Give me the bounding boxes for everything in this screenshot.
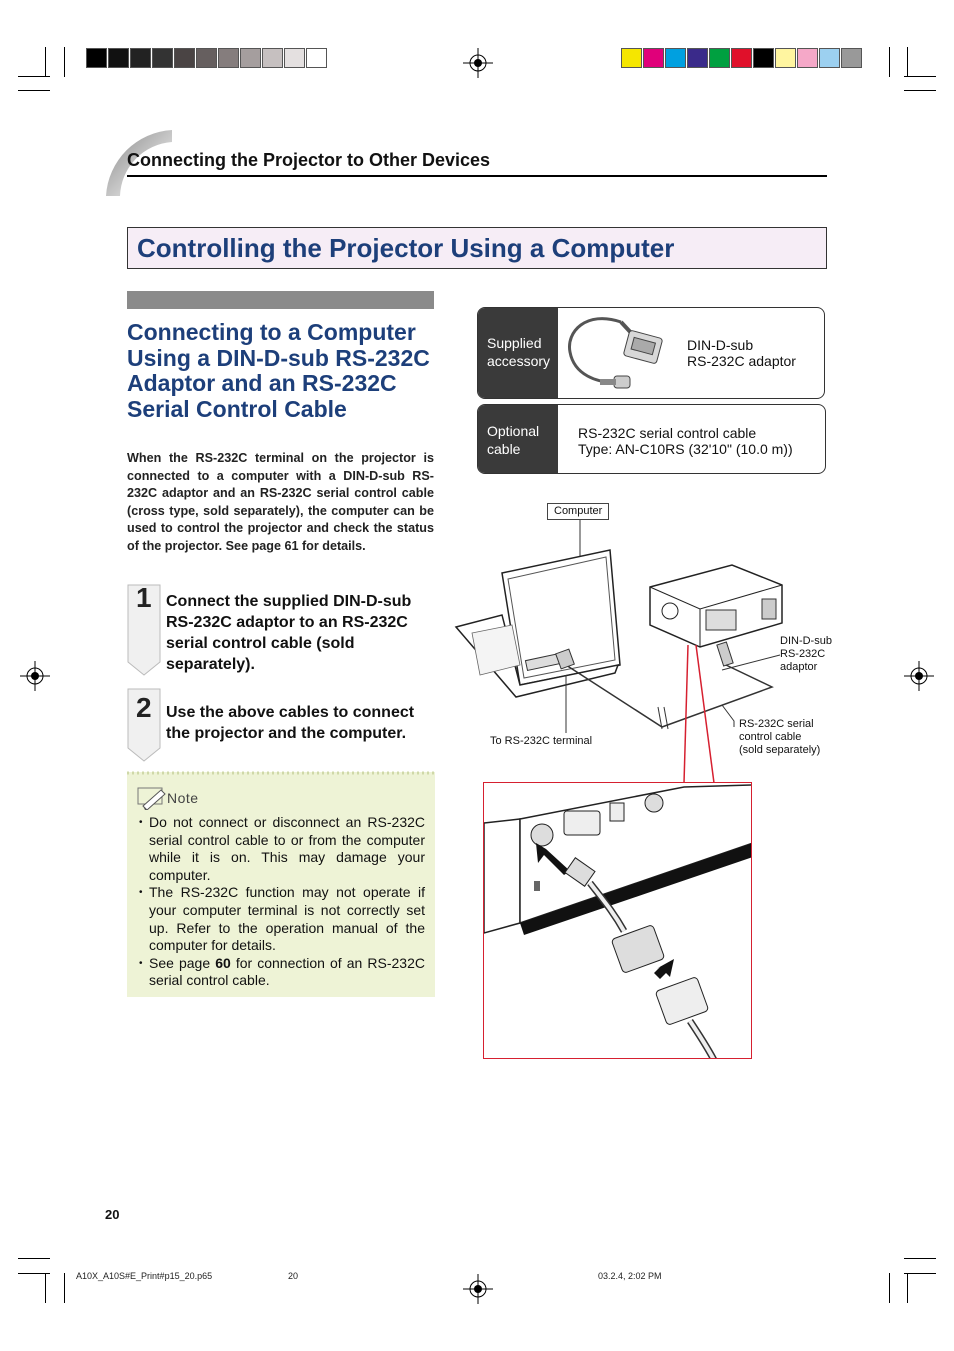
projector-icon (650, 565, 782, 647)
header-rule (127, 175, 827, 177)
note-list (139, 814, 425, 990)
step-text: Connect the supplied DIN-D-sub RS-232C adaptor to an RS-232C serial control cable (sold separately). (166, 593, 412, 673)
cable-label-line: RS-232C serial (739, 718, 814, 730)
accessory-desc-line: RS-232C adaptor (687, 353, 796, 369)
note-item (139, 955, 425, 990)
adaptor-label-line: DIN-D-sub (780, 635, 832, 647)
page-title-box (127, 227, 827, 269)
sub-heading: Connecting to a Computer Using a DIN-D-sub RS-232C Adaptor and an RS-232C Serial Control Cable (127, 319, 430, 422)
registration-mark-icon (904, 661, 934, 691)
note-dotted-edge (127, 770, 435, 776)
adaptor-label (780, 635, 832, 674)
footer-date: 03.2.4, 2:02 PM (598, 1271, 662, 1281)
adaptor-label-line: adaptor (780, 661, 818, 673)
supplied-accessory-box (477, 307, 825, 399)
gray-color-bar (86, 48, 328, 68)
note-item: • Do not connect or disconnect an RS-232C serial control cable to or from the computer while it is on. This may damage your computer. (139, 814, 425, 884)
accessory-desc-line: Type: AN-C10RS (32'10" (10.0 m)) (578, 441, 793, 457)
accessory-label-line: Supplied (487, 335, 542, 351)
footer-sheet: 20 (288, 1271, 299, 1281)
footer-filename: A10X_A10S#E_Print#p15_20.p65 (76, 1271, 213, 1281)
process-color-bar (621, 48, 863, 68)
accessory-desc-line: RS-232C serial control cable (578, 425, 757, 441)
din-d-sub-adaptor-icon (566, 312, 676, 394)
page-reference-link[interactable]: 60 (215, 954, 231, 971)
rs232c-closeup (483, 782, 752, 1059)
step-number: 1 (136, 582, 152, 613)
accessory-label-line: Optional (487, 423, 540, 439)
pencil-icon (135, 784, 169, 810)
page-title: Controlling the Projector Using a Computer (137, 233, 675, 263)
section-title: Connecting the Projector to Other Devices (127, 150, 491, 170)
optional-cable-box (477, 404, 826, 474)
note-item-text: for connection of an RS-232C serial control cable. (149, 954, 425, 989)
terminal-label: To RS-232C terminal (490, 735, 593, 747)
registration-mark-icon (463, 48, 493, 78)
registration-mark-icon (20, 661, 50, 691)
laptop-icon (456, 550, 620, 697)
adaptor-label-line: RS-232C (780, 648, 826, 660)
step-number: 2 (136, 692, 152, 723)
accessory-description (578, 425, 793, 457)
computer-label: Computer (547, 503, 609, 520)
cable-label-line: (sold separately) (739, 744, 821, 756)
rs232c-port-closeup-illustration (484, 783, 752, 1059)
accessory-description (687, 337, 796, 369)
page-number: 20 (105, 1207, 120, 1222)
note-box (127, 772, 435, 997)
accessory-label-line: accessory (487, 353, 551, 369)
note-item-text: See page (149, 954, 216, 971)
intro-paragraph: When the RS-232C terminal on the projector is connected to a computer with a DIN-D-sub RS-232C adaptor and an RS-232C serial control cable (cross type, sold separately), the computer can be used to control the projector and check the status of the projector. See page 61 for details. (127, 451, 434, 553)
note-item: • The RS-232C function may not operate if your computer terminal is not correctly set up. Refer to the operation manual of the computer for details. (139, 884, 425, 954)
note-title: Note (167, 790, 199, 806)
step-text: Use the above cables to connect the projector and the computer. (166, 704, 415, 742)
accessory-desc-line: DIN-D-sub (687, 337, 754, 353)
accessory-label-line: cable (487, 441, 521, 457)
cable-label (739, 718, 820, 757)
registration-mark-icon (463, 1274, 493, 1304)
accessory-label (478, 308, 558, 398)
accessory-label (478, 405, 558, 473)
cable-label-line: control cable (739, 731, 802, 743)
section-bar (127, 291, 434, 309)
